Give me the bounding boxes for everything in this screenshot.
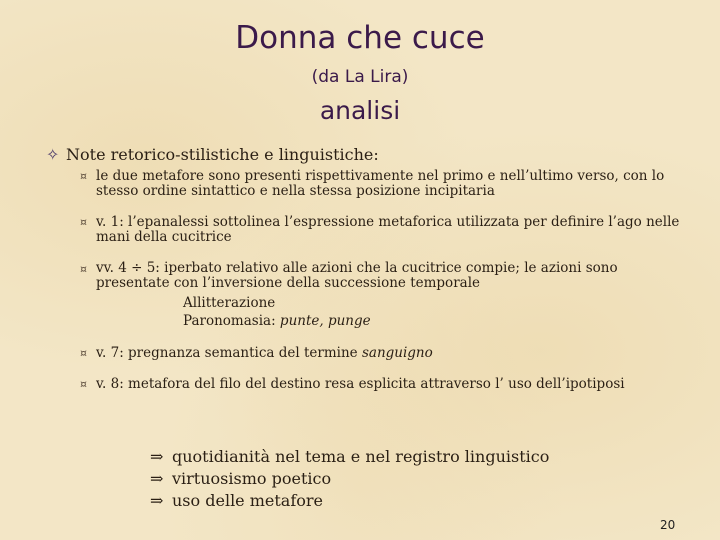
list-item-text bbox=[96, 169, 708, 199]
conclusions bbox=[150, 446, 549, 512]
main-bullet-text: Note retorico-stilistiche e linguistiche: bbox=[66, 145, 379, 164]
list-item-line: mani della cucitrice bbox=[96, 229, 232, 245]
main-bullet bbox=[46, 145, 379, 164]
star-bullet-icon: ✧ bbox=[46, 145, 60, 164]
implies-arrow-icon: ⇒ bbox=[150, 469, 164, 488]
list-item bbox=[80, 377, 708, 392]
list-item-emphasis: sanguigno bbox=[361, 345, 433, 361]
conclusion-text: quotidianità nel tema e nel registro linguistico bbox=[172, 447, 550, 466]
list-item-text bbox=[96, 261, 708, 330]
list-item-line: v. 1: l’epanalessi sottolinea l’espressione metaforica utilizzata per definire l’ago nelle bbox=[96, 214, 680, 230]
list-item-line: v. 8: metafora del filo del destino resa esplicita attraverso l’ uso dell’ipotiposi bbox=[96, 376, 625, 392]
sub-bullet-icon: ¤ bbox=[80, 216, 87, 229]
list-item-line: stesso ordine sintattico e nella stessa posizione incipitaria bbox=[96, 183, 495, 199]
section-heading: analisi bbox=[319, 96, 401, 125]
list-item-line bbox=[183, 312, 708, 330]
sub-bullet-icon: ¤ bbox=[80, 263, 87, 276]
list-item-text bbox=[96, 346, 708, 361]
list-item-line: Allitterazione bbox=[183, 295, 276, 311]
implies-arrow-icon: ⇒ bbox=[150, 491, 164, 510]
page-number: 20 bbox=[660, 518, 676, 532]
list-item-label: Paronomasia: bbox=[183, 313, 280, 329]
conclusion-item bbox=[150, 446, 549, 468]
sub-bullet-icon: ¤ bbox=[80, 378, 87, 391]
list-item-emphasis: punte, punge bbox=[279, 313, 371, 329]
list-item-text bbox=[96, 377, 708, 392]
conclusion-item bbox=[150, 468, 549, 490]
list-item-line: le due metafore sono presenti rispettivamente nel primo e nell’ultimo verso, con lo bbox=[96, 168, 665, 184]
sub-bullet-icon: ¤ bbox=[80, 170, 87, 183]
list-item bbox=[80, 215, 708, 245]
sub-bullet-icon: ¤ bbox=[80, 347, 87, 360]
list-item-text bbox=[96, 215, 708, 245]
conclusion-text: virtuosismo poetico bbox=[172, 469, 332, 488]
list-item-line: v. 7: pregnanza semantica del termine bbox=[96, 345, 362, 361]
page-title: Donna che cuce bbox=[235, 20, 485, 56]
list-item-line: presentate con l’inversione della successione temporale bbox=[96, 275, 480, 291]
list-item bbox=[80, 169, 708, 199]
conclusion-text: uso delle metafore bbox=[172, 491, 324, 510]
page-subtitle: (da La Lira) bbox=[311, 67, 409, 87]
list-item bbox=[80, 261, 708, 330]
list-item bbox=[80, 346, 708, 361]
conclusion-item bbox=[150, 490, 549, 512]
list-item-line: vv. 4 ÷ 5: iperbato relativo alle azioni che la cucitrice compie; le azioni sono bbox=[96, 260, 618, 276]
implies-arrow-icon: ⇒ bbox=[150, 447, 164, 466]
